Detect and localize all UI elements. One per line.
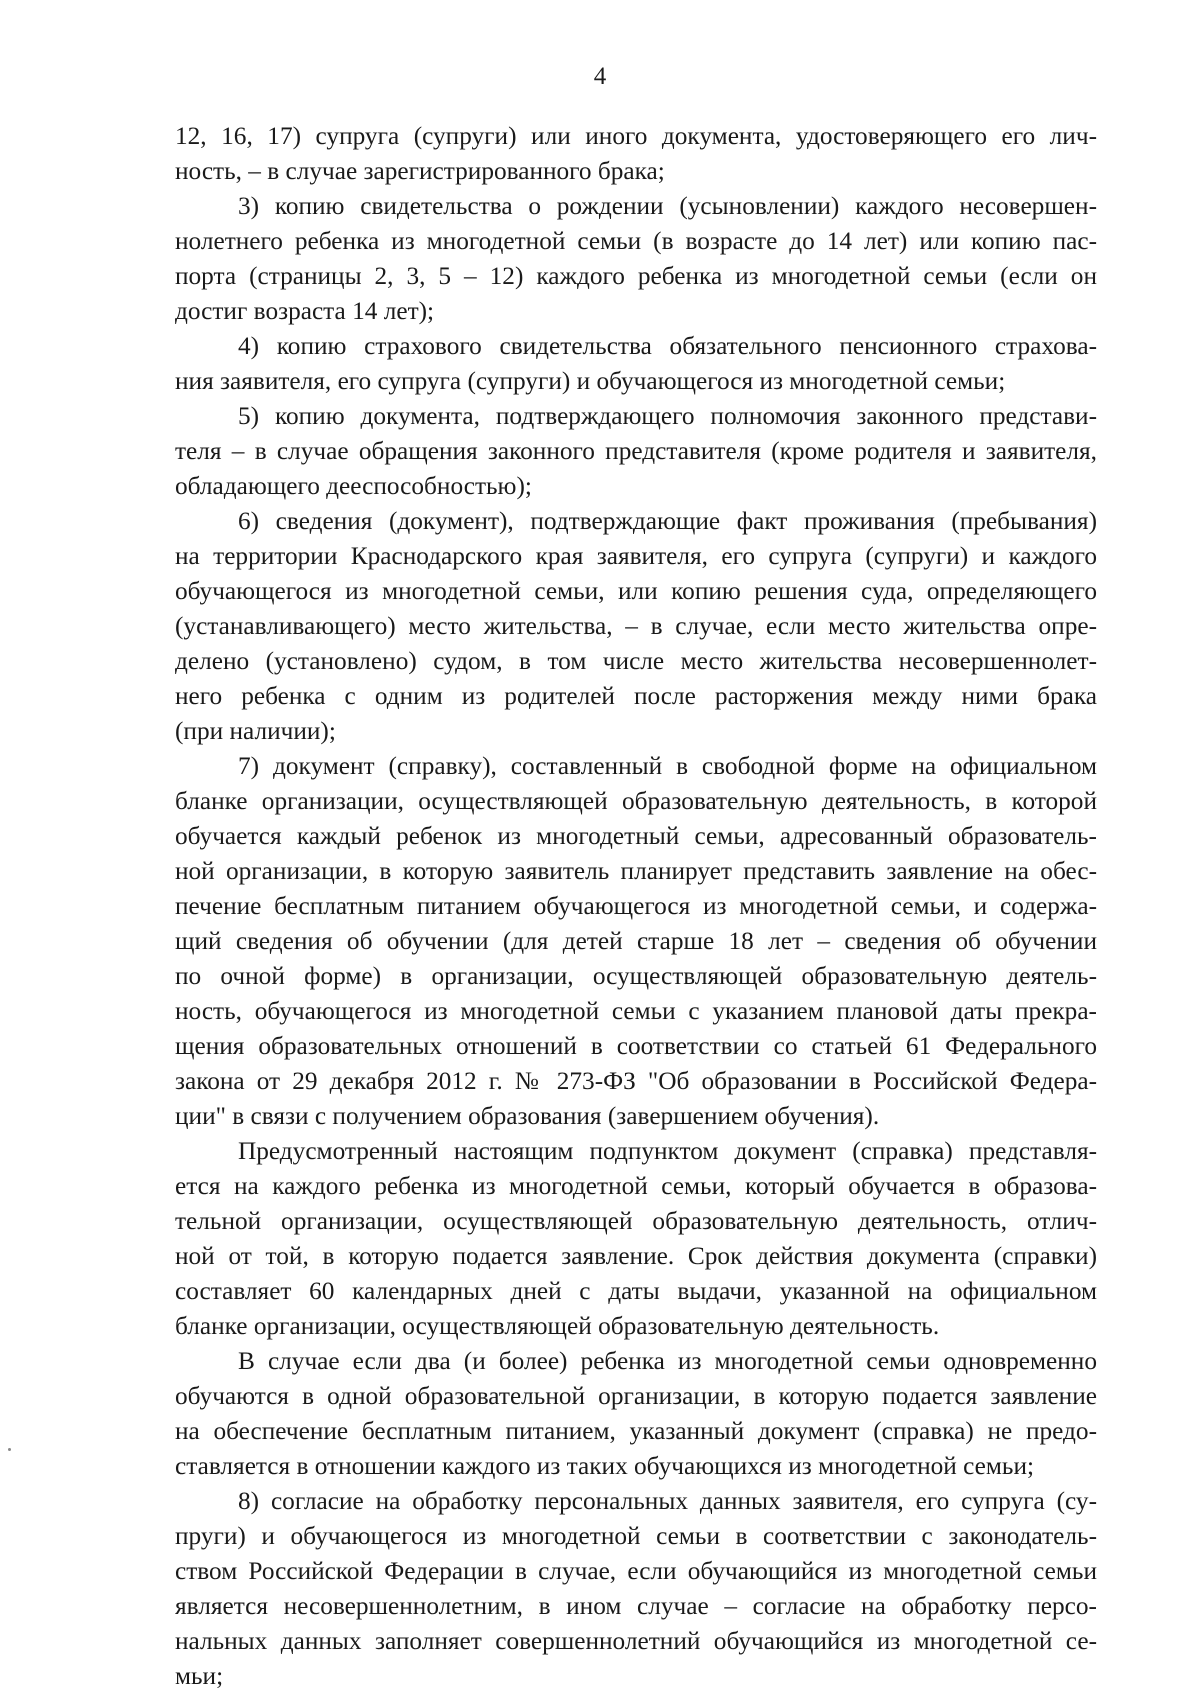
text-line: Предусмотренный настоящим подпунктом документ (справка) представля- <box>238 1137 1097 1165</box>
text-line: щения образовательных отношений в соответствии со статьей 61 Федерального <box>175 1032 1097 1060</box>
text-line: ность, обучающегося из многодетной семьи с указанием плановой даты прекра- <box>175 997 1097 1025</box>
page-number: 4 <box>593 63 607 90</box>
paragraph <box>175 1344 1097 1484</box>
text-line: на территории Краснодарского края заявителя, его супруга (супруги) и каждого <box>175 542 1097 570</box>
text-line: закона от 29 декабря 2012 г. № 273-ФЗ "Об образовании в Российской Федера- <box>175 1067 1097 1095</box>
text-line: него ребенка с одним из родителей после расторжения между ними брака <box>175 682 1097 710</box>
text-line: 5) копию документа, подтверждающего полномочия законного представи- <box>238 402 1097 430</box>
text-line: тельной организации, осуществляющей образовательную деятельность, отлич- <box>175 1207 1097 1235</box>
text-line: порта (страницы 2, 3, 5 – 12) каждого ребенка из многодетной семьи (если он <box>175 262 1097 290</box>
text-line: пруги) и обучающегося из многодетной семьи в соответствии с законодатель- <box>175 1522 1097 1550</box>
text-line: ством Российской Федерации в случае, если обучающийся из многодетной семьи <box>175 1557 1097 1585</box>
text-line: бланке организации, осуществляющей образовательную деятельность. <box>175 1312 940 1340</box>
text-line: В случае если два (и более) ребенка из многодетной семьи одновременно <box>238 1347 1097 1375</box>
text-line: (при наличии); <box>175 717 336 745</box>
scan-artifact <box>8 1448 11 1451</box>
text-line: 6) сведения (документ), подтверждающие факт проживания (пребывания) <box>238 507 1097 535</box>
text-line: обучающегося из многодетной семьи, или копию решения суда, определяющего <box>175 577 1097 605</box>
text-line: (устанавливающего) место жительства, – в случае, если место жительства опре- <box>175 612 1097 640</box>
text-line: ется на каждого ребенка из многодетной семьи, который обучается в образова- <box>175 1172 1097 1200</box>
paragraph <box>175 329 1097 399</box>
paragraph <box>175 119 1097 189</box>
text-line: обучаются в одной образовательной организации, в которую подается заявление <box>175 1382 1097 1410</box>
text-line: 4) копию страхового свидетельства обязательного пенсионного страхова- <box>238 332 1097 360</box>
text-line: ной от той, в которую подается заявление. Срок действия документа (справки) <box>175 1242 1097 1270</box>
document-body <box>175 119 1097 1694</box>
text-line: 7) документ (справку), составленный в свободной форме на официальном <box>238 752 1097 780</box>
text-line: 8) согласие на обработку персональных данных заявителя, его супруга (су- <box>238 1487 1097 1515</box>
text-line: ния заявителя, его супруга (супруги) и обучающегося из многодетной семьи; <box>175 367 1006 395</box>
text-line: на обеспечение бесплатным питанием, указанный документ (справка) не предо- <box>175 1417 1097 1445</box>
paragraph <box>175 1484 1097 1694</box>
text-line: 12, 16, 17) супруга (супруги) или иного документа, удостоверяющего его лич- <box>175 122 1097 150</box>
paragraph <box>175 189 1097 329</box>
paragraph <box>175 1134 1097 1344</box>
text-line: нолетнего ребенка из многодетной семьи (в возрасте до 14 лет) или копию пас- <box>175 227 1097 255</box>
text-line: ставляется в отношении каждого из таких обучающихся из многодетной семьи; <box>175 1452 1035 1480</box>
text-line: щий сведения об обучении (для детей старше 18 лет – сведения об обучении <box>175 927 1097 955</box>
text-line: обладающего дееспособностью); <box>175 472 532 500</box>
text-line: теля – в случае обращения законного представителя (кроме родителя и заявителя, <box>175 437 1097 465</box>
text-line: печение бесплатным питанием обучающегося из многодетной семьи, и содержа- <box>175 892 1097 920</box>
text-line: является несовершеннолетним, в ином случае – согласие на обработку персо- <box>175 1592 1097 1620</box>
text-line: ной организации, в которую заявитель планирует представить заявление на обес- <box>175 857 1097 885</box>
paragraph <box>175 504 1097 749</box>
text-line: ции" в связи с получением образования (завершением обучения). <box>175 1102 880 1130</box>
text-line: бланке организации, осуществляющей образовательную деятельность, в которой <box>175 787 1097 815</box>
text-line: 3) копию свидетельства о рождении (усыновлении) каждого несовершен- <box>238 192 1097 220</box>
paragraph <box>175 749 1097 1134</box>
text-line: обучается каждый ребенок из многодетный семьи, адресованный образователь- <box>175 822 1097 850</box>
text-line: мьи; <box>175 1662 224 1690</box>
text-line: делено (установлено) судом, в том числе место жительства несовершеннолет- <box>175 647 1097 675</box>
text-line: нальных данных заполняет совершеннолетний обучающийся из многодетной се- <box>175 1627 1097 1655</box>
text-line: по очной форме) в организации, осуществляющей образовательную деятель- <box>175 962 1097 990</box>
text-line: составляет 60 календарных дней с даты выдачи, указанной на официальном <box>175 1277 1097 1305</box>
text-line: ность, – в случае зарегистрированного брака; <box>175 157 665 185</box>
text-line: достиг возраста 14 лет); <box>175 297 435 325</box>
paragraph <box>175 399 1097 504</box>
